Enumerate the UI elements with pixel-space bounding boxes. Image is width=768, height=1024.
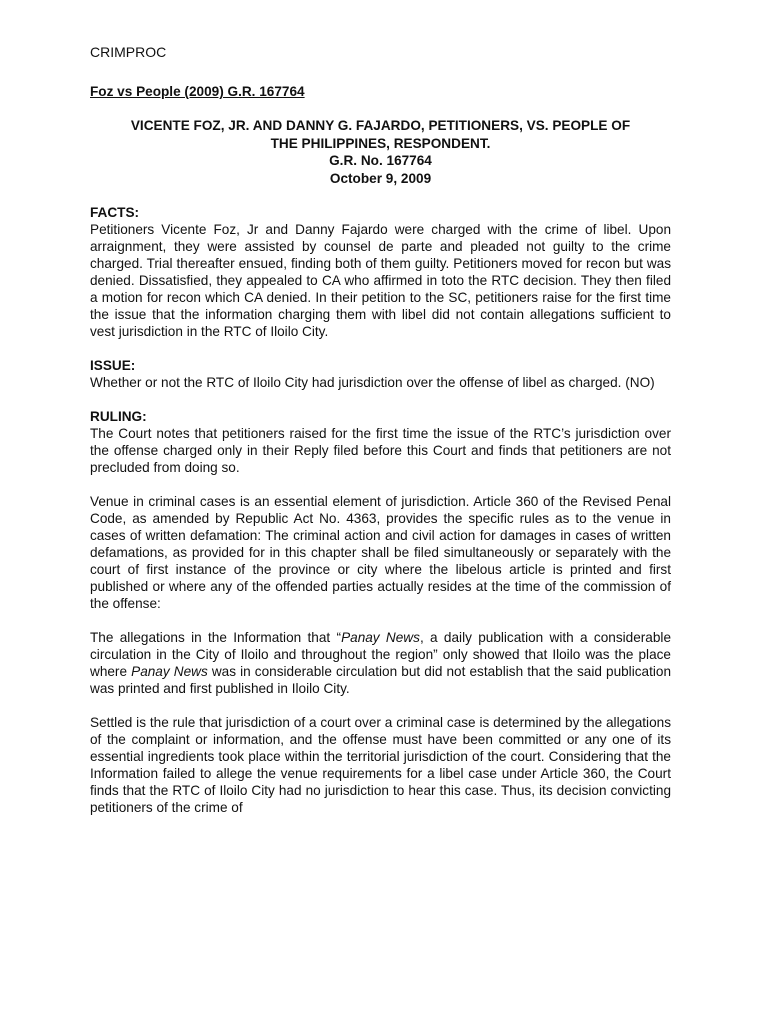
case-reference: Foz vs People (2009) G.R. 167764 <box>90 84 305 99</box>
ruling-p3-publication-name-2: Panay News <box>131 664 208 679</box>
ruling-p3-text-e: was in considerable circulation but did not establish that the said publication was printed and first published in Iloilo City. <box>90 664 672 696</box>
caption-date: October 9, 2009 <box>329 170 432 186</box>
ruling-heading: RULING: <box>90 409 147 424</box>
issue-heading: ISSUE: <box>90 358 136 373</box>
document-page <box>90 44 671 833</box>
document-label: CRIMPROC <box>90 44 167 60</box>
ruling-paragraph-1: The Court notes that petitioners raised for the first time the issue of the RTC’s jurisdiction over the offense charged only in their Reply filed before this Court and finds that petitioners are not precluded from doing so. <box>90 426 671 475</box>
ruling-p3-publication-name: Panay News <box>341 630 420 645</box>
caption-gr-number: G.R. No. 167764 <box>329 153 432 168</box>
ruling-paragraph-2: Venue in criminal cases is an essential element of jurisdiction. Article 360 of the Revised Penal Code, as amended by Republic Act No. 4363, provides the specific rules as to the venue in cases of written defamation: The criminal action and civil action for damages in cases of written defamations, as provided for in this chapter shall be filed simultaneously or separately with the court of first instance of the province or city where the libelous article is printed and first published or where any of the offended parties actually resides at the time of the commission of the offense: <box>90 494 671 611</box>
caption-parties-line2: THE PHILIPPINES, RESPONDENT. <box>270 135 491 151</box>
caption-parties-line1: VICENTE FOZ, JR. AND DANNY G. FAJARDO, PETITIONERS, VS. PEOPLE OF <box>130 118 631 133</box>
facts-heading: FACTS: <box>90 205 140 220</box>
ruling-paragraph-4: Settled is the rule that jurisdiction of a court over a criminal case is determined by the allegations of the complaint or information, and the offense must have been committed or any one of its essential ingredients took place within the territorial jurisdiction of the court. Considering that the Information failed to allege the venue requirements for a libel case under Article 360, the Court finds that the RTC of Iloilo City had no jurisdiction to hear this case. Thus, its decision convicting petitioners of the crime of <box>90 715 671 815</box>
issue-paragraph: Whether or not the RTC of Iloilo City had jurisdiction over the offense of libel as charged. (NO) <box>90 375 655 390</box>
ruling-paragraph-3 <box>90 629 671 697</box>
ruling-p3-text-c: , a daily publication with a considerable circulation in the City of Iloilo and throughout the region” only showed that Iloilo was the place where <box>90 630 671 679</box>
facts-paragraph: Petitioners Vicente Foz, Jr and Danny Fajardo were charged with the crime of libel. Upon arraignment, they were assisted by counsel de parte and pleaded not guilty to the crime charged. Trial thereafter ensued, finding both of them guilty. Petitioners moved for recon but was denied. Dissatisfied, they appealed to CA who affirmed in toto the RTC decision. They then filed a motion for recon which CA denied. In their petition to the SC, petitioners raise for the first time the issue that the information charging them with libel did not contain allegations sufficient to vest jurisdiction in the RTC of Iloilo City. <box>90 222 671 339</box>
ruling-p3-text-a: The allegations in the Information that “ <box>90 630 342 645</box>
case-caption <box>90 117 671 187</box>
